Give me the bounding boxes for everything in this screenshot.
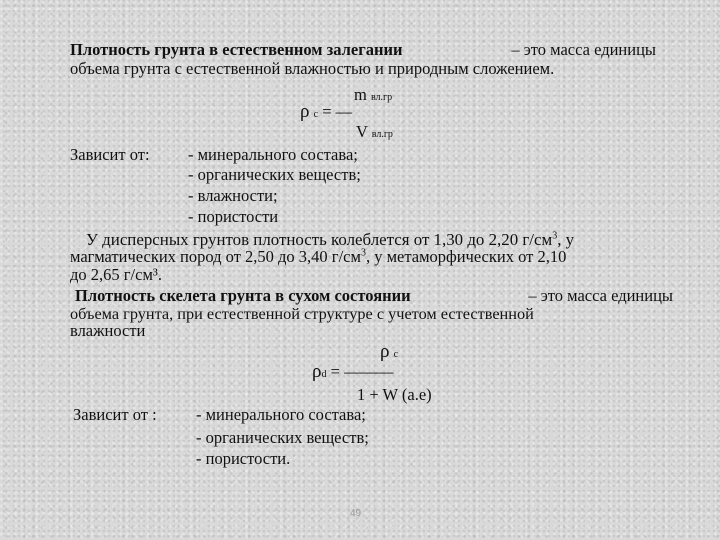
depends-2-item: - минерального состава; <box>196 405 366 424</box>
definition-2-line-3: влажности <box>70 321 146 340</box>
paragraph-line-2: магматических пород от 2,50 до 3,40 $г/см^3$, у метаморфических от 2,10 <box>70 247 567 266</box>
definition-1-line-2: объема грунта с естественной влажностью и природным сложением. <box>70 59 555 78</box>
definition-2-line-1 <box>75 287 673 305</box>
page-number: 49 <box>350 508 362 519</box>
formula-2-numerator: ρ с <box>380 341 399 362</box>
depends-1-item: - органических веществ; <box>188 165 361 184</box>
definition-2-rest: – это масса единицы <box>524 286 673 305</box>
paragraph-line-3: до 2,65 г/см³. <box>70 265 162 284</box>
definition-2-term: Плотность скелета грунта в сухом состоянии <box>75 286 411 305</box>
paragraph-line-1: У дисперсных грунтов плотность колеблется от 1,30 до 2,20 $г/см^3$, у <box>86 230 575 249</box>
definition-1-line-1 <box>70 41 656 59</box>
definition-2-line-2: объема грунта, при естественной структуре с учетом естественной <box>70 304 534 323</box>
formula-1-denominator: V вл.гр <box>356 122 393 141</box>
depends-1-item: - влажности; <box>188 186 278 205</box>
formula-2-denominator: 1 + W (а.е) <box>357 385 432 404</box>
formula-1-numerator: m вл.гр <box>354 85 393 104</box>
definition-1-rest: – это масса единицы <box>507 40 656 59</box>
formula-1-lhs: ρ с = — <box>300 101 353 122</box>
formula-2-lhs: ρd = ——— <box>312 361 394 382</box>
depends-1-item: - минерального состава; <box>188 145 358 164</box>
depends-1-label: Зависит от: <box>70 145 150 164</box>
depends-2-item: - органических веществ; <box>196 428 369 447</box>
depends-2-label: Зависит от : <box>73 405 157 424</box>
depends-1-item: - пористости <box>188 207 279 226</box>
definition-1-term: Плотность грунта в естественном залегании <box>70 40 403 59</box>
depends-2-item: - пористости. <box>196 449 291 468</box>
